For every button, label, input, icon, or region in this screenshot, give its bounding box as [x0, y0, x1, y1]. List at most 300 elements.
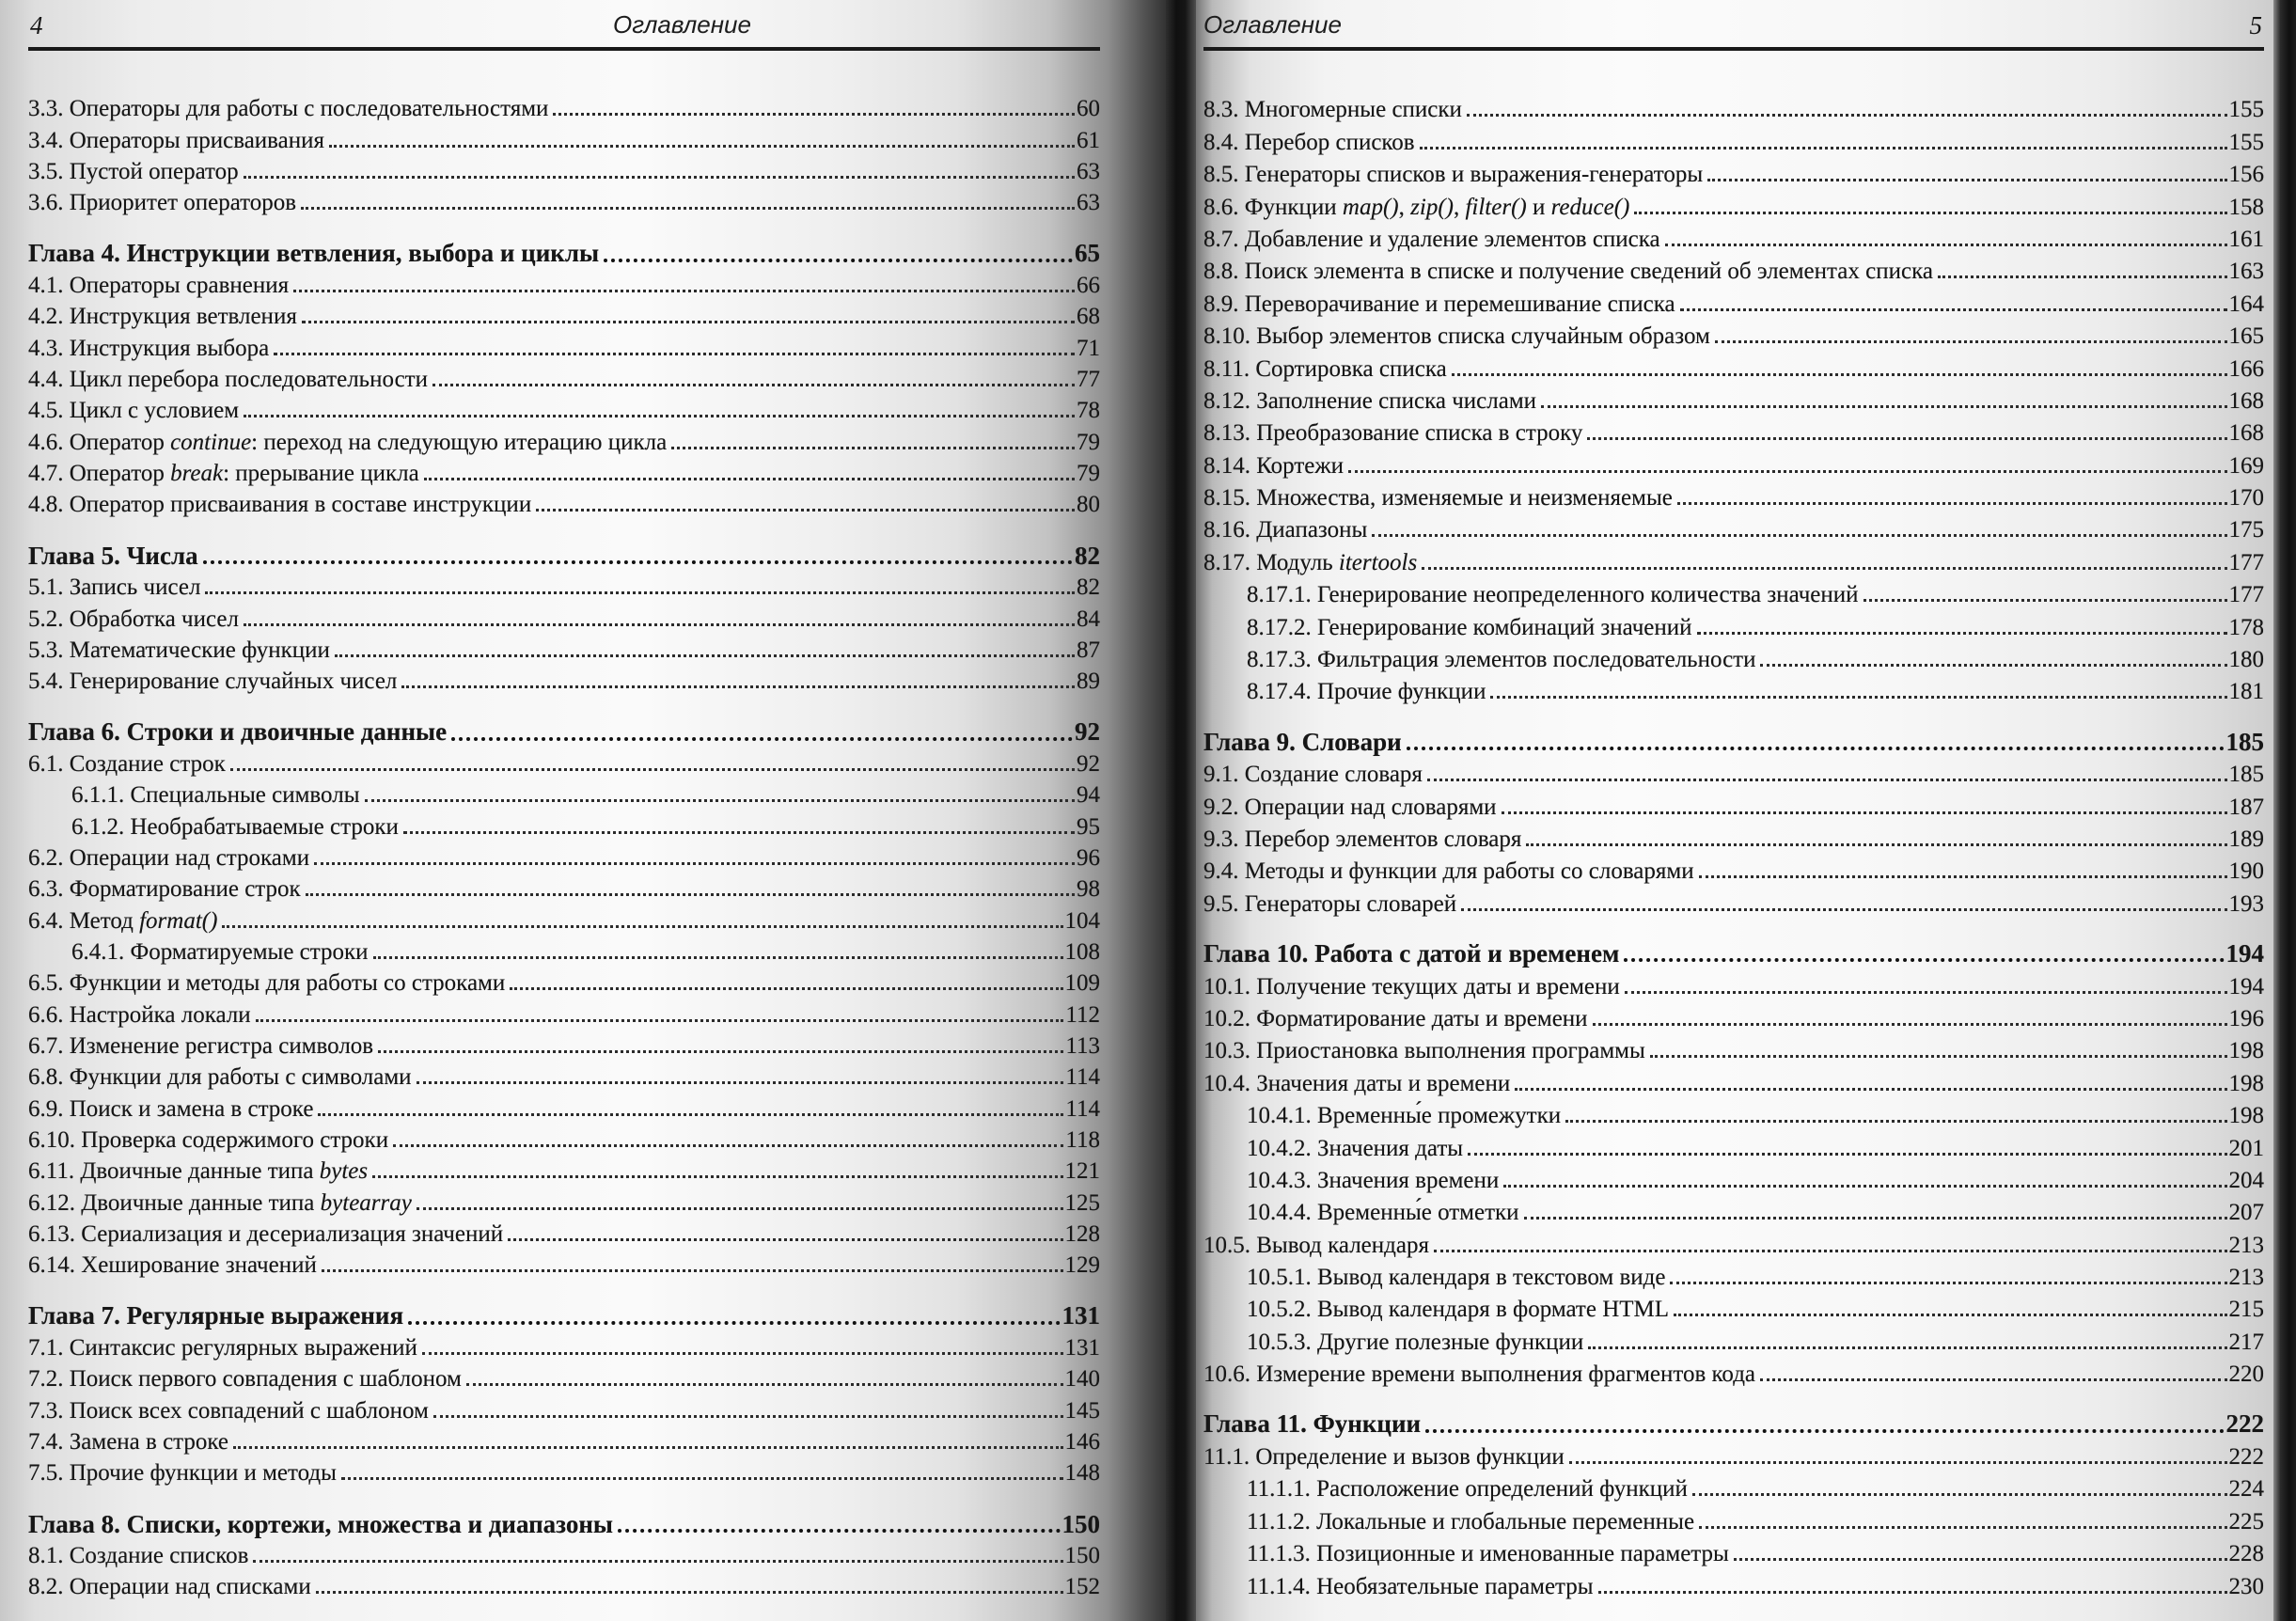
toc-entry-page: 60	[1077, 96, 1100, 122]
toc-entry	[28, 154, 1100, 185]
toc-entry-title: 6.1.2. Необрабатываемые строки	[71, 813, 399, 840]
toc-list	[1203, 91, 2264, 1600]
dot-leader	[301, 207, 1075, 210]
toc-entry	[1203, 221, 2264, 253]
toc-entry-page: 163	[2228, 259, 2264, 285]
toc-entry-page: 82	[1077, 574, 1100, 601]
page-number: 5	[2249, 11, 2262, 39]
toc-entry-title: 11.1.4. Необязательные параметры	[1247, 1573, 1594, 1599]
toc-entry	[28, 872, 1100, 903]
dot-leader	[1692, 1493, 2227, 1496]
toc-entry	[1203, 608, 2264, 640]
dot-leader	[341, 1477, 1063, 1480]
dot-leader	[1569, 1461, 2227, 1464]
toc-entry-title: 4.1. Операторы сравнения	[28, 273, 290, 299]
toc-entry	[28, 1569, 1100, 1600]
toc-entry-title: 7.5. Прочие функции и методы	[28, 1460, 337, 1487]
dot-leader	[1587, 437, 2226, 440]
toc-entry-title: 6.9. Поиск и замена в строке	[28, 1095, 314, 1122]
toc-entry-page: 193	[2228, 890, 2264, 917]
toc-entry-title: 9.4. Методы и функции для работы со словарями	[1203, 858, 1694, 885]
toc-entry-page: 213	[2228, 1232, 2264, 1258]
toc-entry-page: 114	[1065, 1064, 1100, 1091]
dot-leader	[417, 1081, 1064, 1084]
dot-leader	[432, 384, 1075, 386]
toc-entry	[28, 456, 1100, 487]
toc-entry-title: 8.16. Диапазоны	[1203, 517, 1368, 543]
toc-entry-page: 80	[1077, 492, 1100, 518]
toc-chapter-entry	[28, 715, 1100, 746]
toc-entry-title: 4.2. Инструкция ветвления	[28, 304, 297, 330]
toc-entry	[28, 633, 1100, 664]
toc-entry-page: 196	[2228, 1005, 2264, 1031]
toc-entry	[28, 570, 1100, 601]
toc-entry	[28, 1060, 1100, 1091]
toc-entry-page: 121	[1064, 1158, 1100, 1185]
page-edge	[2273, 0, 2296, 1621]
toc-entry-title: 9.5. Генераторы словарей	[1203, 890, 1457, 917]
toc-entry-page: 95	[1077, 813, 1100, 840]
toc-entry	[28, 1123, 1100, 1154]
toc-entry	[1203, 1567, 2264, 1599]
toc-entry-title: 8.5. Генераторы списков и выражения-генераторы	[1203, 162, 1704, 188]
dot-leader	[1674, 1314, 2226, 1316]
toc-entry-title: 4.4. Цикл перебора последовательности	[28, 367, 428, 393]
toc-entry-page: 155	[2228, 129, 2264, 155]
dot-leader	[1503, 1185, 2226, 1188]
toc-entry	[1203, 1162, 2264, 1194]
dot-leader	[244, 623, 1075, 626]
toc-entry-title: 6.7. Изменение регистра символов	[28, 1032, 374, 1059]
toc-entry-page: 164	[2228, 291, 2264, 317]
toc-entry	[28, 487, 1100, 518]
dot-leader	[314, 862, 1075, 865]
toc-entry-page: 177	[2228, 549, 2264, 575]
dot-leader	[1541, 405, 2226, 408]
toc-entry-title: 10.4.1. Временны́е промежутки	[1247, 1103, 1562, 1129]
toc-entry-page: 177	[2228, 582, 2264, 608]
toc-entry-title: 8.17. Модуль itertools	[1203, 549, 1418, 575]
dot-leader	[508, 1238, 1062, 1241]
dot-leader	[1427, 779, 2227, 781]
dot-leader	[1372, 534, 2226, 537]
dot-leader	[230, 768, 1075, 771]
toc-entry	[1203, 350, 2264, 382]
toc-entry	[1203, 788, 2264, 820]
toc-entry	[28, 778, 1100, 809]
toc-entry-page: 104	[1064, 907, 1100, 934]
toc-entry	[1203, 821, 2264, 853]
toc-entry-page: 118	[1065, 1127, 1100, 1153]
page-number: 4	[30, 11, 43, 39]
dot-leader	[306, 893, 1075, 896]
toc-entry-page: 129	[1064, 1252, 1100, 1279]
toc-entry-title: Глава 6. Строки и двоичные данные	[28, 717, 448, 747]
toc-entry	[28, 903, 1100, 934]
toc-entry	[1203, 415, 2264, 447]
toc-entry-title: 10.1. Получение текущих даты и времени	[1203, 973, 1620, 999]
toc-entry-page: 146	[1064, 1429, 1100, 1456]
toc-entry-page: 213	[2228, 1265, 2264, 1291]
toc-entry-title: 8.4. Перебор списков	[1203, 129, 1415, 155]
toc-entry	[28, 330, 1100, 361]
toc-entry-title: 6.12. Двоичные данные типа bytearray	[28, 1189, 412, 1216]
toc-entry-page: 230	[2228, 1573, 2264, 1599]
running-title: Оглавление	[1203, 10, 1342, 39]
toc-entry-page: 156	[2228, 162, 2264, 188]
dot-leader	[1515, 1088, 2226, 1091]
toc-entry-page: 78	[1077, 398, 1100, 424]
toc-entry-title: 10.4.4. Временны́е отметки	[1247, 1200, 1519, 1226]
dot-leader	[417, 1207, 1063, 1210]
dot-leader	[222, 925, 1062, 928]
dot-leader	[1407, 747, 2225, 750]
toc-entry	[1203, 447, 2264, 479]
toc-entry	[1203, 1032, 2264, 1064]
toc-entry-page: 131	[1064, 1335, 1100, 1361]
toc-entry	[1203, 1291, 2264, 1323]
toc-entry-page: 194	[2225, 938, 2264, 968]
dot-leader	[1422, 567, 2226, 570]
toc-entry	[28, 185, 1100, 216]
toc-entry-page: 109	[1064, 970, 1100, 997]
toc-entry	[28, 747, 1100, 778]
toc-entry-page: 165	[2228, 323, 2264, 350]
dot-leader	[253, 1560, 1062, 1563]
toc-entry	[28, 966, 1100, 997]
toc-entry-page: 180	[2228, 647, 2264, 673]
toc-entry-page: 155	[2228, 97, 2264, 123]
toc-entry	[28, 362, 1100, 393]
toc-entry-title: 6.6. Настройка локали	[28, 1001, 251, 1028]
page-header	[28, 0, 1100, 51]
toc-entry-title: 6.5. Функции и методы для работы со строками	[28, 970, 506, 997]
toc-entry-title: 6.4. Метод format()	[28, 907, 218, 934]
toc-entry-page: 150	[1062, 1509, 1100, 1538]
toc-entry	[1203, 1503, 2264, 1534]
toc-entry-title: Глава 9. Словари	[1203, 727, 1402, 756]
toc-entry	[1203, 1535, 2264, 1567]
dot-leader	[1425, 1429, 2224, 1433]
toc-entry-page: 65	[1075, 239, 1100, 268]
toc-entry-title: 8.12. Заполнение списка числами	[1203, 387, 1537, 414]
toc-chapter-entry	[1203, 936, 2264, 968]
toc-entry	[28, 1154, 1100, 1185]
toc-entry-page: 158	[2228, 194, 2264, 220]
dot-leader	[302, 321, 1075, 323]
toc-entry-page: 217	[2228, 1329, 2264, 1355]
toc-entry-page: 92	[1077, 750, 1100, 777]
toc-entry	[1203, 156, 2264, 188]
toc-entry-title: 3.6. Приоритет операторов	[28, 190, 297, 216]
toc-entry	[28, 1393, 1100, 1424]
toc-entry	[1203, 853, 2264, 885]
dot-leader	[671, 447, 1075, 449]
toc-entry	[1203, 91, 2264, 123]
toc-entry-title: 6.8. Функции для работы с символами	[28, 1064, 412, 1091]
toc-entry-page: 178	[2228, 614, 2264, 640]
toc-entry-page: 128	[1064, 1221, 1100, 1248]
toc-entry	[1203, 1356, 2264, 1388]
toc-entry-page: 108	[1064, 938, 1100, 965]
dot-leader	[393, 1144, 1063, 1147]
toc-entry-title: 5.1. Запись чисел	[28, 574, 201, 601]
toc-entry	[28, 1456, 1100, 1487]
toc-entry-page: 114	[1065, 1095, 1100, 1122]
toc-entry	[28, 664, 1100, 695]
dot-leader	[1715, 340, 2227, 343]
toc-entry-title: Глава 11. Функции	[1203, 1409, 1422, 1439]
toc-entry-title: 4.3. Инструкция выбора	[28, 335, 270, 361]
toc-entry-title: Глава 10. Работа с датой и временем	[1203, 938, 1620, 968]
toc-entry-title: 9.1. Создание словаря	[1203, 762, 1423, 788]
toc-entry-title: 8.7. Добавление и удаление элементов списка	[1203, 226, 1660, 252]
dot-leader	[329, 145, 1075, 148]
dot-leader	[1526, 843, 2226, 846]
toc-entry	[1203, 123, 2264, 155]
dot-leader	[274, 353, 1075, 355]
dot-leader	[1699, 1526, 2226, 1529]
toc-entry-title: 6.1.1. Специальные символы	[71, 782, 360, 809]
dot-leader	[1348, 470, 2226, 473]
toc-entry-title: 3.3. Операторы для работы с последовательностями	[28, 96, 549, 122]
toc-entry-page: 185	[2228, 762, 2264, 788]
toc-entry-title: 3.5. Пустой оператор	[28, 159, 239, 185]
dot-leader	[510, 987, 1062, 990]
toc-entry	[1203, 1439, 2264, 1471]
dot-leader	[1699, 875, 2227, 878]
toc-entry-page: 63	[1077, 159, 1100, 185]
toc-entry-page: 84	[1077, 606, 1100, 632]
toc-entry	[28, 1330, 1100, 1361]
toc-entry	[28, 1091, 1100, 1122]
toc-entry-page: 148	[1064, 1460, 1100, 1487]
toc-entry	[1203, 188, 2264, 220]
dot-leader	[1524, 1217, 2227, 1220]
toc-entry-page: 89	[1077, 669, 1100, 695]
toc-entry	[28, 1185, 1100, 1216]
toc-entry	[1203, 756, 2264, 788]
dot-leader	[1734, 1558, 2227, 1561]
toc-entry-page: 198	[2228, 1070, 2264, 1096]
toc-entry-title: 6.4.1. Форматируемые строки	[71, 938, 369, 965]
dot-leader	[408, 1321, 1060, 1325]
toc-entry-page: 79	[1077, 429, 1100, 455]
toc-entry	[28, 1538, 1100, 1569]
dot-leader	[1452, 373, 2227, 376]
dot-leader	[1634, 212, 2226, 214]
dot-leader	[1490, 696, 2226, 699]
toc-entry-title: 7.1. Синтаксис регулярных выражений	[28, 1335, 417, 1361]
dot-leader	[1760, 664, 2226, 667]
toc-entry	[28, 1248, 1100, 1279]
toc-entry-title: 10.4.3. Значения времени	[1247, 1167, 1500, 1193]
book-gutter	[1166, 0, 1196, 1621]
toc-entry-title: 6.11. Двоичные данные типа bytes	[28, 1158, 369, 1185]
dot-leader	[244, 176, 1075, 179]
dot-leader	[403, 831, 1075, 834]
toc-entry	[28, 1029, 1100, 1060]
toc-entry-title: 10.6. Измерение времени выполнения фрагментов кода	[1203, 1361, 1756, 1388]
toc-entry-page: 150	[1064, 1543, 1100, 1569]
toc-entry-title: 8.1. Создание списков	[28, 1543, 249, 1569]
toc-entry	[1203, 1471, 2264, 1503]
toc-entry	[1203, 543, 2264, 575]
toc-entry-page: 187	[2228, 794, 2264, 820]
toc-entry-title: 8.3. Многомерные списки	[1203, 97, 1462, 123]
dot-leader	[1665, 244, 2227, 246]
toc-entry	[28, 841, 1100, 872]
dot-leader	[256, 1019, 1064, 1022]
dot-leader	[373, 956, 1063, 959]
toc-entry-title: 4.6. Оператор continue: переход на следующую итерацию цикла	[28, 429, 668, 455]
toc-entry-title: 5.2. Обработка чисел	[28, 606, 239, 632]
toc-entry-title: 7.2. Поиск первого совпадения с шаблоном	[28, 1366, 462, 1393]
toc-entry	[1203, 383, 2264, 415]
dot-leader	[1468, 1153, 2226, 1156]
dot-leader	[244, 415, 1075, 417]
dot-leader	[335, 654, 1075, 657]
toc-entry-title: 4.5. Цикл с условием	[28, 398, 240, 424]
toc-entry-page: 113	[1065, 1032, 1100, 1059]
toc-entry	[28, 299, 1100, 330]
dot-leader	[424, 478, 1075, 480]
toc-chapter-entry	[28, 538, 1100, 569]
toc-entry	[28, 935, 1100, 966]
toc-entry-page: 225	[2228, 1508, 2264, 1534]
toc-entry-title: 4.7. Оператор break: прерывание цикла	[28, 461, 419, 487]
toc-entry-page: 98	[1077, 876, 1100, 903]
toc-entry	[28, 1361, 1100, 1393]
toc-entry-page: 198	[2228, 1038, 2264, 1064]
dot-leader	[1598, 1591, 2227, 1594]
toc-entry-page: 87	[1077, 637, 1100, 663]
dot-leader	[1680, 308, 2227, 311]
toc-entry-page: 185	[2225, 727, 2264, 756]
dot-leader	[1650, 1055, 2227, 1058]
toc-entry	[28, 601, 1100, 632]
toc-entry	[1203, 673, 2264, 705]
toc-entry-page: 190	[2228, 858, 2264, 885]
toc-entry	[28, 809, 1100, 840]
toc-entry-title: Глава 5. Числа	[28, 541, 198, 570]
toc-entry-title: 3.4. Операторы присваивания	[28, 127, 325, 153]
toc-entry-title: 8.6. Функции map(), zip(), filter() и reduce()	[1203, 194, 1630, 220]
toc-entry-title: 8.14. Кортежи	[1203, 452, 1345, 479]
toc-entry-title: 8.17.3. Фильтрация элементов последовательности	[1247, 647, 1756, 673]
toc-entry	[1203, 1129, 2264, 1161]
toc-entry-page: 215	[2228, 1297, 2264, 1323]
toc-entry-page: 201	[2228, 1135, 2264, 1161]
toc-entry-page: 145	[1064, 1397, 1100, 1424]
toc-entry-title: 10.4.2. Значения даты	[1247, 1135, 1464, 1161]
page-right	[1196, 0, 2273, 1621]
toc-entry-title: 8.17.4. Прочие функции	[1247, 679, 1486, 705]
dot-leader	[401, 685, 1075, 688]
toc-entry	[1203, 1259, 2264, 1291]
toc-entry	[1203, 480, 2264, 511]
toc-entry-page: 175	[2228, 517, 2264, 543]
toc-chapter-entry	[1203, 723, 2264, 755]
dot-leader	[205, 591, 1075, 594]
toc-entry-title: 10.5.1. Вывод календаря в текстовом виде	[1247, 1265, 1666, 1291]
toc-entry-page: 224	[2228, 1476, 2264, 1503]
toc-entry	[1203, 511, 2264, 543]
dot-leader	[1625, 991, 2227, 994]
toc-entry-title: 6.3. Форматирование строк	[28, 876, 301, 903]
toc-entry	[1203, 1226, 2264, 1258]
toc-entry-page: 170	[2228, 485, 2264, 511]
dot-leader	[451, 737, 1073, 741]
toc-entry-title: Глава 7. Регулярные выражения	[28, 1301, 404, 1330]
toc-entry-title: 6.1. Создание строк	[28, 750, 226, 777]
toc-entry-page: 207	[2228, 1200, 2264, 1226]
toc-entry-title: 8.9. Переворачивание и перемешивание списка	[1203, 291, 1675, 317]
toc-entry-title: 8.13. Преобразование списка в строку	[1203, 420, 1583, 447]
dot-leader	[433, 1415, 1063, 1418]
dot-leader	[1624, 958, 2224, 962]
dot-leader	[1670, 1282, 2226, 1284]
running-title: Оглавление	[613, 10, 751, 39]
toc-entry-page: 204	[2228, 1167, 2264, 1193]
toc-entry-page: 63	[1077, 190, 1100, 216]
dot-leader	[1593, 1023, 2227, 1026]
toc-entry-title: 11.1.3. Позиционные и именованные параметры	[1247, 1541, 1729, 1567]
toc-entry-page: 77	[1077, 367, 1100, 393]
toc-entry-title: 6.2. Операции над строками	[28, 844, 310, 871]
toc-entry-page: 228	[2228, 1541, 2264, 1567]
dot-leader	[1588, 1346, 2226, 1349]
dot-leader	[318, 1113, 1063, 1116]
toc-entry-title: 7.4. Замена в строке	[28, 1429, 229, 1456]
toc-entry-page: 61	[1077, 127, 1100, 153]
dot-leader	[1461, 908, 2226, 911]
dot-leader	[422, 1352, 1063, 1355]
toc-entry-page: 71	[1077, 335, 1100, 361]
toc-chapter-entry	[28, 236, 1100, 267]
toc-entry	[28, 122, 1100, 153]
toc-entry-title: 11.1.2. Локальные и глобальные переменные	[1247, 1508, 1695, 1534]
dot-leader	[293, 290, 1075, 292]
toc-entry	[1203, 1064, 2264, 1096]
toc-entry-page: 169	[2228, 452, 2264, 479]
toc-entry-page: 125	[1064, 1189, 1100, 1216]
toc-entry-title: 8.2. Операции над списками	[28, 1574, 311, 1600]
dot-leader	[378, 1050, 1063, 1053]
toc-entry-title: 8.17.2. Генерирование комбинаций значений	[1247, 614, 1692, 640]
toc-list	[28, 91, 1100, 1600]
dot-leader	[536, 509, 1075, 511]
toc-entry	[1203, 641, 2264, 673]
toc-entry-title: 10.5. Вывод календаря	[1203, 1232, 1429, 1258]
toc-chapter-entry	[28, 1298, 1100, 1330]
toc-entry-title: 9.2. Операции над словарями	[1203, 794, 1497, 820]
toc-entry-page: 194	[2228, 973, 2264, 999]
toc-entry	[1203, 253, 2264, 285]
toc-entry-title: 9.3. Перебор элементов словаря	[1203, 826, 1522, 852]
dot-leader	[1707, 179, 2226, 181]
toc-entry	[28, 997, 1100, 1028]
toc-entry	[28, 268, 1100, 299]
toc-entry-title: 6.13. Сериализация и десериализация значений	[28, 1221, 504, 1248]
toc-entry-title: 10.4. Значения даты и времени	[1203, 1070, 1511, 1096]
dot-leader	[604, 259, 1073, 262]
toc-entry	[28, 424, 1100, 455]
toc-entry	[1203, 318, 2264, 350]
toc-entry	[28, 1424, 1100, 1456]
toc-entry	[28, 1217, 1100, 1248]
toc-entry	[1203, 1194, 2264, 1226]
